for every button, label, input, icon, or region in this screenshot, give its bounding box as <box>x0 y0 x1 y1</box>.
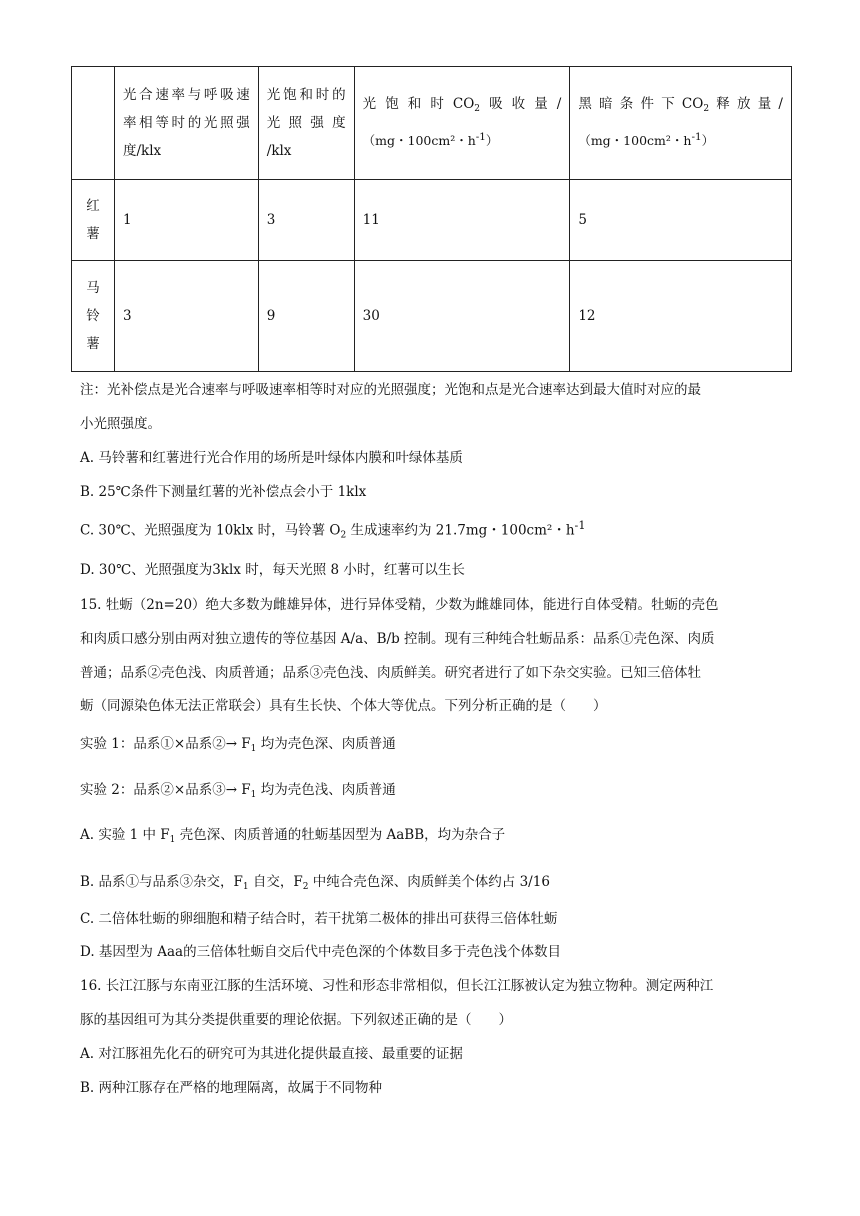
option-d-14: D. 30℃、光照强度为3klx 时，每天光照 8 小时，红薯可以生长 <box>80 562 465 578</box>
experiment-2: 实验 2：品系②×品系③→ $F_1$ 均为壳色浅、肉质普通 <box>80 782 396 800</box>
table-cell: 3 <box>258 180 354 261</box>
option-c-15: C. 二倍体牡蛎的卵细胞和精子结合时，若干扰第二极体的排出可获得三倍体牡蛎 <box>80 911 558 927</box>
header-cell: 光合速率与呼吸速 率相等时的光照强 度/klx <box>114 67 258 180</box>
question-15-line: 普通；品系②壳色浅、肉质普通；品系③壳色浅、肉质鲜美。研究者进行了如下杂交实验。已知三倍体牡 <box>80 665 701 681</box>
option-d-15: D. 基因型为 Aaa的三倍体牡蛎自交后代中壳色深的个体数目多于壳色浅个体数目 <box>80 944 562 960</box>
data-table <box>71 66 792 372</box>
table-cell: 12 <box>570 261 792 372</box>
question-16-line: 16. 长江江豚与东南亚江豚的生活环境、习性和形态非常相似，但长江江豚被认定为独立物种。测定两种江 <box>80 978 714 994</box>
table-cell: 9 <box>258 261 354 372</box>
option-b-14: B. 25℃条件下测量红薯的光补偿点会小于 1klx <box>80 484 367 500</box>
row-label: 马 铃 薯 <box>72 261 115 372</box>
header-cell: 光饱和时的 光 照 强 度 /klx <box>258 67 354 180</box>
question-16-line: 豚的基因组可为其分类提供重要的理论依据。下列叙述正确的是（ ） <box>80 1012 512 1028</box>
experiment-1: 实验 1：品系①×品系②→ $F_1$ 均为壳色深、肉质普通 <box>80 736 396 754</box>
row-label: 红 薯 <box>72 180 115 261</box>
option-a-15: A. 实验 1 中 $F_1$ 壳色深、肉质普通的牡蛎基因型为 AaBB，均为杂合子 <box>80 827 506 845</box>
option-b-15: B. 品系①与品系③杂交，$F_1$ 自交，$F_2$ 中纯合壳色深、肉质鲜美个体约占 3/16 <box>80 874 550 892</box>
option-c-14: C. 30℃、光照强度为 10klx 时，马铃薯 $O_2$ 生成速率约为 21.7mg・100cm²・$h^{-1}$ <box>80 519 586 541</box>
option-a-14: A. 马铃薯和红薯进行光合作用的场所是叶绿体内膜和叶绿体基质 <box>80 450 463 466</box>
header-cell: 光饱和时$CO_2$吸收量/ （mg・100cm²・$h^{-1}$） <box>354 67 570 180</box>
header-corner-cell <box>72 67 115 180</box>
table-row <box>72 180 792 261</box>
table-cell: 11 <box>354 180 570 261</box>
option-b-16: B. 两种江豚存在严格的地理隔离，故属于不同物种 <box>80 1080 383 1096</box>
option-a-16: A. 对江豚祖先化石的研究可为其进化提供最直接、最重要的证据 <box>80 1046 463 1062</box>
table-cell: 30 <box>354 261 570 372</box>
table-cell: 5 <box>570 180 792 261</box>
question-15-line: 和肉质口感分别由两对独立遗传的等位基因 A/a、B/b 控制。现有三种纯合牡蛎品系：品系①壳色深、肉质 <box>80 631 715 647</box>
header-cell: 黑暗条件下$CO_2$释放量/ （mg・100cm²・$h^{-1}$） <box>570 67 792 180</box>
table-cell: 3 <box>114 261 258 372</box>
table-header-row <box>72 67 792 180</box>
question-15-line: 蛎（同源染色体无法正常联会）具有生长快、个体大等优点。下列分析正确的是（ ） <box>80 698 607 714</box>
table-row <box>72 261 792 372</box>
table-cell: 1 <box>114 180 258 261</box>
question-15-line: 15. 牡蛎（2n=20）绝大多数为雌雄异体，进行异体受精，少数为雌雄同体，能进行自体受精。牡蛎的壳色 <box>80 597 719 613</box>
note-line: 小光照强度。 <box>80 416 161 432</box>
note-line: 注：光补偿点是光合速率与呼吸速率相等时对应的光照强度；光饱和点是光合速率达到最大值时对应的最 <box>80 382 701 398</box>
